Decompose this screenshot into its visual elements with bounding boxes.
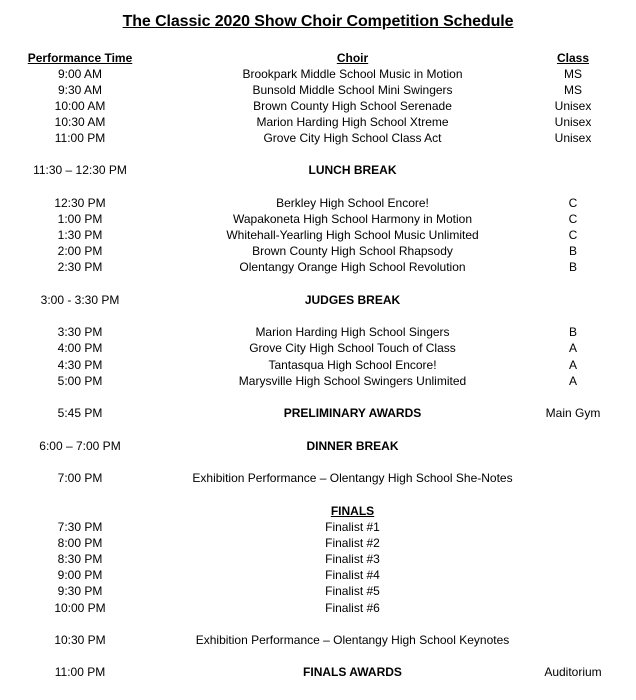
row-time: 5:45 PM [57,406,103,420]
row-choir: Grove City High School Touch of Class [249,341,456,355]
finalist-row [0,583,636,599]
row-choir: Brookpark Middle School Music in Motion [242,67,463,81]
row-class: C [568,228,578,242]
finalist-label: Finalist #2 [325,536,380,550]
schedule-row [0,98,636,114]
row-choir: Brown County High School Rhapsody [252,244,453,258]
row-time: 11:30 – 12:30 PM [33,163,127,177]
row-time: 1:30 PM [57,228,103,242]
row-class: A [568,374,577,388]
page-title: The Classic 2020 Show Choir Competition Schedule [122,13,514,30]
row-time: 12:30 PM [54,196,106,210]
row-time: 8:00 PM [57,536,103,550]
row-class: Unisex [554,131,592,145]
row-time: 10:00 AM [54,99,106,113]
schedule-row [0,373,636,389]
row-time: 4:30 PM [57,358,103,372]
finalist-row [0,600,636,616]
preliminary-awards-label: PRELIMINARY AWARDS [283,406,422,420]
schedule-row [0,227,636,243]
row-time: 3:00 - 3:30 PM [40,293,120,307]
row-time: 10:30 AM [54,115,106,129]
finalist-row [0,551,636,567]
schedule-row [0,195,636,211]
judges-break-label: JUDGES BREAK [304,293,401,307]
schedule-row [0,243,636,259]
exhibition-row [0,470,636,486]
row-choir: Whitehall-Yearling High School Music Unlimited [226,228,479,242]
exhibition-label: Exhibition Performance – Olentangy High School She-Notes [192,471,513,485]
row-choir: Wapakoneta High School Harmony in Motion [232,212,472,226]
header-choir: Choir [336,51,369,65]
row-choir: Olentangy Orange High School Revolution [239,260,466,274]
header-class: Class [556,51,590,65]
schedule-row [0,130,636,146]
row-choir: Marion Harding High School Singers [255,325,450,339]
column-headers [0,50,636,66]
row-time: 11:00 PM [54,131,106,145]
row-class: MS [564,83,582,97]
finals-header-row [0,503,636,519]
row-choir: Tantasqua High School Encore! [268,358,437,372]
finalist-row [0,535,636,551]
row-time: 7:00 PM [57,471,103,485]
finals-awards-location: Auditorium [544,665,602,679]
preliminary-awards-row [0,405,636,421]
finals-header: FINALS [330,504,375,518]
row-class: MS [564,67,582,81]
exhibition-label: Exhibition Performance – Olentangy High School Keynotes [195,633,510,647]
row-class: Unisex [554,115,592,129]
row-time: 5:00 PM [57,374,103,388]
lunch-break-row [0,162,636,178]
header-performance-time: Performance Time [27,51,133,65]
row-time: 9:00 AM [57,67,103,81]
row-time: 11:00 PM [54,665,106,679]
finalist-label: Finalist #3 [325,552,380,566]
row-time: 2:00 PM [57,244,103,258]
row-class: C [568,196,578,210]
finalist-label: Finalist #5 [325,584,380,598]
schedule-row [0,324,636,340]
row-choir: Berkley High School Encore! [276,196,429,210]
row-class: B [568,244,577,258]
preliminary-awards-location: Main Gym [545,406,601,420]
schedule-row [0,82,636,98]
row-time: 9:30 PM [57,584,103,598]
row-time: 8:30 PM [57,552,103,566]
schedule-row [0,66,636,82]
schedule-row [0,357,636,373]
row-time: 3:30 PM [57,325,103,339]
row-time: 10:30 PM [54,633,106,647]
schedule-row [0,211,636,227]
row-class: B [568,260,577,274]
finals-awards-label: FINALS AWARDS [303,665,402,679]
dinner-break-row [0,438,636,454]
finalist-label: Finalist #4 [325,568,380,582]
finalist-label: Finalist #1 [325,520,380,534]
judges-break-row [0,292,636,308]
row-class: A [568,358,577,372]
row-class: Unisex [554,99,592,113]
row-choir: Bunsold Middle School Mini Swingers [252,83,453,97]
row-time: 7:30 PM [57,520,103,534]
row-class: C [568,212,578,226]
finals-awards-row [0,664,636,680]
row-time: 10:00 PM [54,601,106,615]
row-class: B [568,325,577,339]
exhibition-row [0,632,636,648]
row-time: 9:00 PM [57,568,103,582]
schedule-row [0,259,636,275]
row-time: 1:00 PM [57,212,103,226]
row-choir: Brown County High School Serenade [253,99,452,113]
finalist-label: Finalist #6 [325,601,380,615]
row-choir: Marysville High School Swingers Unlimited [238,374,467,388]
finalist-row [0,567,636,583]
row-time: 2:30 PM [57,260,103,274]
lunch-break-label: LUNCH BREAK [308,163,397,177]
finalist-row [0,519,636,535]
row-class: A [568,341,577,355]
row-time: 9:30 AM [57,83,103,97]
dinner-break-label: DINNER BREAK [306,439,399,453]
schedule-row [0,340,636,356]
schedule-row [0,114,636,130]
row-time: 4:00 PM [57,341,103,355]
row-choir: Marion Harding High School Xtreme [256,115,449,129]
row-choir: Grove City High School Class Act [263,131,442,145]
row-time: 6:00 – 7:00 PM [39,439,121,453]
